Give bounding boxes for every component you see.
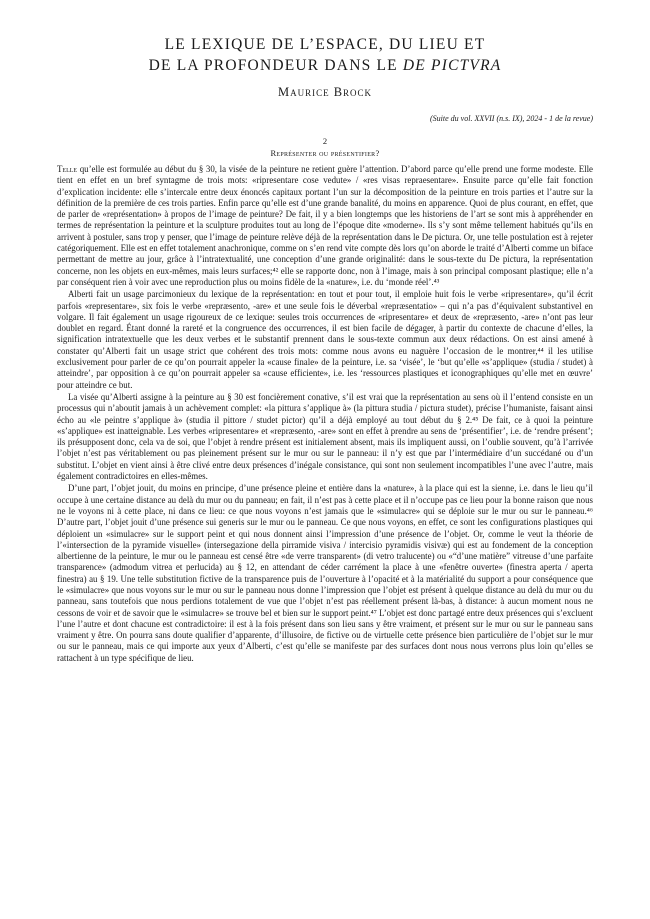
continuation-note: (Suite du vol. XXVII (n.s. IX), 2024 - 1 de la revue) [430, 114, 593, 123]
paragraph-4 [57, 483, 593, 664]
paragraph-3 [57, 392, 593, 482]
author-name: Maurice Brock [277, 85, 373, 99]
paragraph-text: qu’elle est formulée au début du § 30, la visée de la peinture ne retient guère l’attention. D’abord parce qu’elle prend une forme modeste. Elle tient en effet en un bref syntagme de trois mots: «ripresentare cose vedute» / «res visas repraesentare». Ensuite parce qu’elle fait fonction d’explication incidente: elle s’intercale entre deux énoncés capitaux portant l’un sur la décomposition de la peinture en trois parties et l’autre sur la définition de la première de ces trois parties. Enfin parce qu’elle est d’une grande banalité, du moins en apparence. Quoi de plus courant, en effet, que de parler de «représentation» à propos de l’image de peinture? De fait, il y a bien longtemps que les historiens de l’art se sont mis à appréhender en termes de représentation la peinture et la sculpture produites tout au long de l’époque dite «moderne». Ils s’y sont même tellement habitués qu’ils en arrivent à postuler, sans trop y penser, que l’image de peinture relève déjà de la représentation dans le De pictura. Or, une telle postulation est à rejeter catégoriquement. Elle est en effet totalement anachronique, comme on s’en rend vite compte dès lors qu’on aborde le traité d’Alberti comme un biface permettant de mettre au jour, grâce à l’intratextualité, une conception d’une grande originalité: dans le sous-texte du De pictura, la représentation concerne, non les objets en eux-mêmes, mais leurs surfaces;⁴² elle se rapporte donc, non à l’image, mais à son principal composant plastique; elle n’a par conséquent rien à voir avec une reproduction plus ou moins fidèle de la «nature», i.e. du ‘monde réel’.⁴³ [57, 164, 593, 287]
paragraph-text: D’une part, l’objet jouit, du moins en principe, d’une présence pleine et entière dans la «nature», à la place qui est la sienne, i.e. dans le lieu qu’il occupe à une certaine distance au delà du mur ou du panneau; en fait, il n’est pas à cette place et il n’occupe pas ce lieu pour la bonne raison que nous ne le voyons ni à cette place, ni dans ce lieu: ce que nous voyons n’est jamais que le «simulacre» qui se déploie sur le mur ou sur le panneau.⁴⁶ D’autre part, l’objet jouit d’une présence sui generis sur le mur ou le panneau. Ce que nous voyons, en effet, ce sont les configurations plastiques qui déploient un «simulacre» sur le support peint et qui nous donnent ainsi l’impression d’une présence de l’objet. Or, comme le veut la théorie de l’«intersection de la pyramide visuelle» (intersegazione della pirramide visiva / intercisio pyramidis visivæ) qui est au fondement de la conception albertienne de la peinture, le mur ou le panneau est censé être «de verre transparent» (di vetro tralucente) ou «“d’une matière” vitreuse d’une parfaite transparence» (admodum vitrea et perlucida) au § 12, en attendant de céder carrément la place à une «fenêtre ouverte» (finestra aperta / aperta finestra) au § 19. Une telle substitution fictive de la transparence puis de l’ouverture à l’opacité et à la matérialité du support a pour conséquence que le «simulacre» que nous voyons sur le mur ou sur le panneau nous donne l’impression que l’objet est présent à quelque distance au delà du mur ou du panneau, sans toutefois que nous perdions totalement de vue que l’objet n’est pas réellement présent là-bas, à distance: à aucun moment nous ne cessons de voir et de savoir que le «simulacre» se trouve bel et bien sur le support peint.⁴⁷ L’objet est donc partagé entre deux présences qui s’excluent l’une l’autre et dont chacune est contradictoire: il est à la fois présent dans son lieu sans y être vraiment, et présent sur le mur ou sur le panneau sans vraiment y être. On pourra sans doute qualifier d’apparente, d’illusoire, de fictive ou de virtuelle cette présence bien particulière de l’objet sur le mur ou sur le panneau, mais ce qui importe aux yeux d’Alberti, c’est qu’elle se manifeste par des surfaces dont nous nous verrons plus loin qu’elles se rattachent à un type spécifique de lieu. [57, 483, 593, 663]
article-body [57, 164, 593, 664]
title-line-2-text: DE LA PROFONDEUR DANS LE [148, 57, 403, 74]
article-page [57, 0, 593, 665]
title-line-2 [57, 55, 593, 76]
section-title: Représenter ou présentifier? [270, 148, 380, 158]
paragraph-lead: Telle [57, 164, 78, 174]
paragraph-text: La visée qu’Alberti assigne à la peinture au § 30 est foncièrement conative, s’il est vrai que la représentation au sens où il l’entend consiste en un processus qui n’aboutit jamais à un achèvement complet: «la pittura s’applique à» (la pittura studia / pictura studet), précise l’humaniste, faisant ainsi écho au «le peintre s’applique à» (studia il pittore / studet pictor) qu’il a déjà employé au tout début du § 2.⁴⁵ De fait, ce à quoi la peinture «s’applique» est inatteignable. Les verbes «ripresentare» et «repræsento, -are» sont en effet à prendre au sens de ‘présentifier’, i.e. de ‘rendre présent’; ils présupposent donc, cela va de soi, que l’objet à rendre présent est initialement absent, mais ils impliquent aussi, on l’oublie souvent, qu’à l’arrivée l’objet n’est pas véritablement ou pas pleinement présent sur le mur ou sur le panneau: il n’y est que par l’intermédiaire d’un succédané ou d’un substitut. L’objet en vient ainsi à être clivé entre deux présences d’inégale consistance, qui sont non seulement incompatibles l’une avec l’autre, mais également contradictoires en elles-mêmes. [57, 391, 593, 482]
title-line-1: LE LEXIQUE DE L’ESPACE, DU LIEU ET [164, 36, 486, 53]
paragraph-2 [57, 289, 593, 391]
paragraph-1 [57, 164, 593, 288]
paragraph-text: Alberti fait un usage parcimonieux du lexique de la représentation: en tout et pour tout, il emploie huit fois le verbe «ripresentare», qu’il écrit parfois «representare», six fois le verbe «repræsento, -are» et une seule fois le déverbal «repræsentatio» – qui n’a pas d’équivalent substantivel en volgare. Il fait également un usage rigoureux de ce lexique: seules trois occurrences de «ripresentare» et deux de «repræsento, -are» n’ont pas leur doublet en regard. Étant donné la rareté et la congruence des occurrences, il est bien facile de dégager, à partir du contexte de chacune d’elles, la signification intratextuelle que les deux verbes et le substantif prennent dans le sous-texte commun aux deux rédactions. On est ainsi amené à constater qu’Alberti fait un usage strict que cohérent des trois mots: comme nous avons eu naguère l’occasion de le montrer,⁴⁴ il les utilise exclusivement pour parler de ce qu’on pourrait appeler la «cause finale» de la peinture, i.e. sa ‘visée’, le ‘but qu’elle «s’applique» (studia / studet) à atteindre’, par opposition à ce qu’on pourrait appeler sa «cause efficiente», i.e. les ‘ressources plastiques et iconographiques qu’elle met en œuvre’ pour atteindre ce but. [57, 289, 593, 390]
title-work-name: DE PICTVRA [402, 57, 502, 74]
section-number: 2 [322, 136, 328, 146]
article-title [57, 34, 593, 76]
